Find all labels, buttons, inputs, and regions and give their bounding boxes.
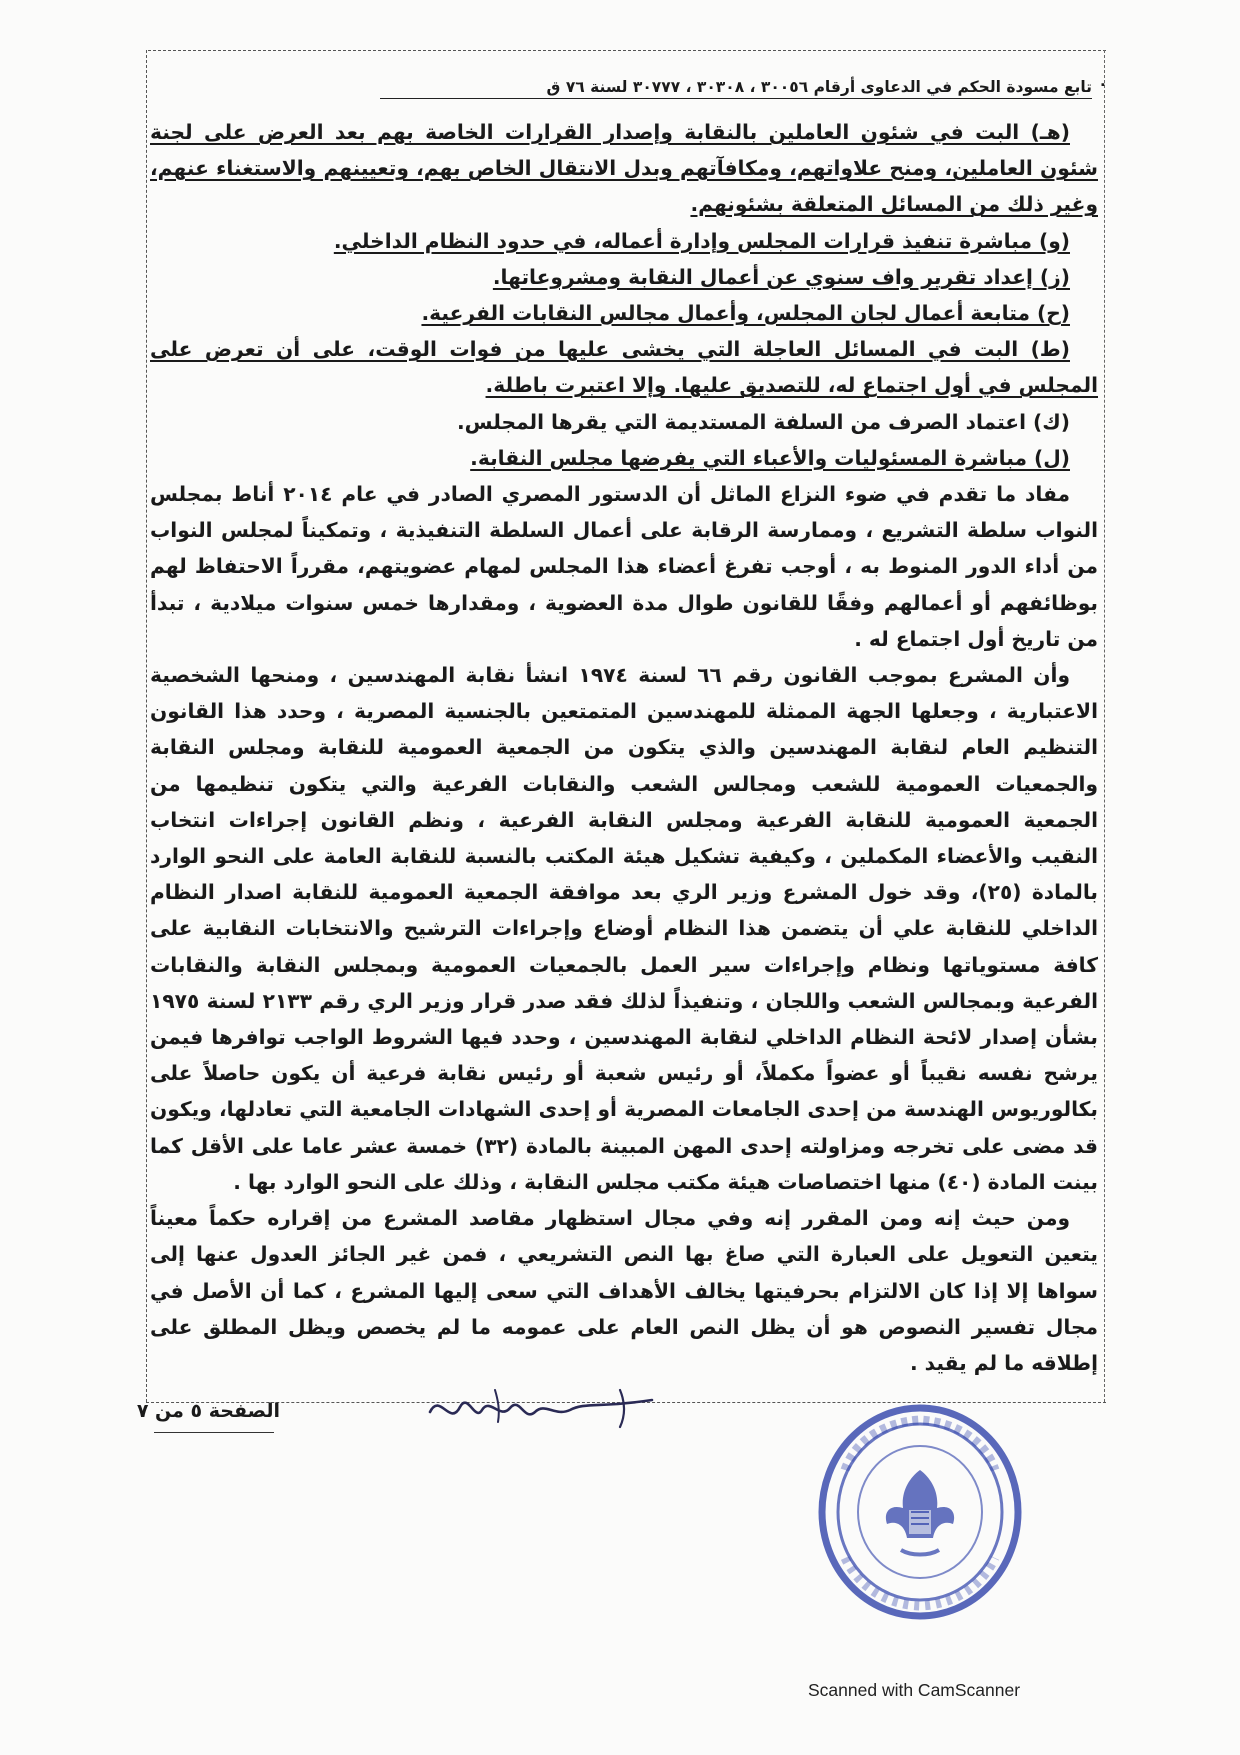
item-waw: (و) مباشرة تنفيذ قرارات المجلس وإدارة أعماله، في حدود النظام الداخلي. (333, 228, 1070, 253)
item-he: (هـ) البت في شئون العاملين بالنقابة وإصدار القرارات الخاصة بهم بعد العرض على لجنة شئون العاملين، ومنح علاواتهم، ومكافآتهم وبدل الانتقال الخاص بهم، وتعيينهم والاستغناء عنهم، وغير ذلك من المسائل المتعلقة بشئونهم. (150, 120, 1098, 217)
page-header: تابع مسودة الحكم في الدعاوى أرقام ٣٠٠٥٦ ، ٣٠٣٠٨ ، ٣٠٧٧٧ لسنة ٧٦ ق (380, 78, 1092, 99)
page-number-underline (154, 1432, 274, 1433)
item-lam: (ل) مباشرة المسئوليات والأعباء التي يفرضها مجلس النقابة. (470, 445, 1070, 470)
scanner-watermark: Scanned with CamScanner (808, 1680, 1021, 1700)
frame-left-border (146, 50, 147, 1402)
paragraph-interpretation: ومن حيث إنه ومن المقرر إنه وفي مجال استظهار مقاصد المشرع من إقراره حكماً معيناً يتعين التعويل على العبارة التي صاغ بها النص التشريعي ، فمن غير الجائز العدول عنها إلى سواها إلا إذا كان الالتزام بحرفيتها يخالف الأهداف التي سعى إليها المشرع ، كما أن الأصل في مجال تفسير النصوص هو أن يظل النص العام على عمومه ما لم يخصص ويظل المطلق على إطلاقه ما لم يقيد . (150, 1206, 1098, 1375)
header-mark: ٠ (1098, 74, 1108, 93)
page-number: الصفحة ٥ من ٧ (136, 1400, 280, 1422)
item-ta: (ط) البت في المسائل العاجلة التي يخشى عليها من فوات الوقت، على أن تعرض على المجلس في أول اجتماع له، للتصديق عليها. وإلا اعتبرت باطلة. (150, 337, 1098, 398)
official-seal (815, 1400, 1025, 1625)
frame-right-border (1104, 50, 1105, 1402)
document-body (150, 114, 1098, 1384)
item-kaf: (ك) اعتماد الصرف من السلفة المستديمة التي يقرها المجلس. (457, 409, 1070, 434)
paragraph-constitution: مفاد ما تقدم في ضوء النزاع الماثل أن الدستور المصري الصادر في عام ٢٠١٤ أناط بمجلس النواب سلطة التشريع ، وممارسة الرقابة على أعمال السلطة التنفيذية ، وتمكيناً لمجلس النواب من أداء الدور المنوط به ، أوجب تفرغ أعضاء هذا المجلس لمهام عضويتهم، مقرراً الاحتفاظ لهم بوظائفهم أو أعمالهم وفقًا للقانون طوال مدة العضوية ، ومقدارها خمس سنوات ميلادية ، تبدأ من تاريخ أول اجتماع له . (150, 482, 1098, 651)
item-zay: (ز) إعداد تقرير واف سنوي عن أعمال النقابة ومشروعاتها. (492, 264, 1070, 289)
signature-image (420, 1372, 660, 1442)
frame-top-border (148, 50, 1106, 51)
paragraph-law-66: وأن المشرع بموجب القانون رقم ٦٦ لسنة ١٩٧٤ انشأ نقابة المهندسين ، ومنحها الشخصية الاعتبارية ، وجعلها الجهة الممثلة للمهندسين المتمتعين بالجنسية المصرية ، وحدد هذا القانون التنظيم العام لنقابة المهندسين والذي يتكون من الجمعية العمومية للنقابة ومجلس النقابة والجمعيات العمومية للشعب ومجالس الشعب والنقابات الفرعية والتي يتكون تنظيمها من الجمعية العمومية للنقابة الفرعية ومجلس النقابة الفرعية ، ونظم القانون إجراءات انتخاب النقيب والأعضاء المكملين ، وكيفية تشكيل هيئة المكتب بالنسبة للنقابة العامة على النحو الوارد بالمادة (٢٥)، وقد خول المشرع وزير الري بعد موافقة الجمعية العمومية للنقابة اصدار النظام الداخلي للنقابة علي أن يتضمن هذا النظام أوضاع وإجراءات الترشيح والانتخابات النقابية على كافة مستوياتها ونظام وإجراءات سير العمل بالجمعيات العمومية وبمجلس النقابة والنقابات الفرعية وبمجالس الشعب واللجان ، وتنفيذاً لذلك فقد صدر قرار وزير الري رقم ٢١٣٣ لسنة ١٩٧٥ بشأن إصدار لائحة النظام الداخلي لنقابة المهندسين ، وحدد فيها الشروط الواجب توافرها فيمن يرشح نفسه نقيباً أو عضواً مكملاً، أو رئيس شعبة أو رئيس نقابة فرعية أن يكون حاصلاً على بكالوريوس الهندسة من إحدى الجامعات المصرية أو إحدى الشهادات الجامعية التي تعادلها، ويكون قد مضى على تخرجه ومزاولته إحدى المهن المبينة بالمادة (٣٢) خمسة عشر عاما على الأقل كما بينت المادة (٤٠) منها اختصاصات هيئة مكتب مجلس النقابة ، وذلك على النحو الوارد بها . (150, 663, 1098, 1194)
item-ha: (ح) متابعة أعمال لجان المجلس، وأعمال مجالس النقابات الفرعية. (421, 301, 1070, 326)
